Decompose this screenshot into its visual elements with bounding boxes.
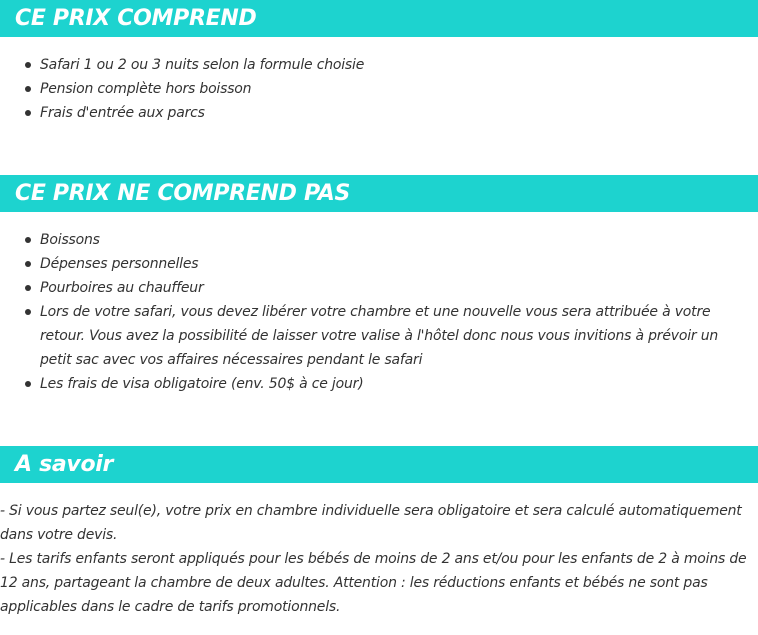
list-item: Pourboires au chauffeur (0, 276, 758, 300)
list-item: Pension complète hors boisson (0, 77, 758, 101)
included-section-header (0, 0, 758, 37)
list-item: Lors de votre safari, vous devez libérer votre chambre et une nouvelle vous sera attribuée à votre retour. Vous avez la possibilité de laisser votre valise à l'hôtel donc nous vous invitions à prévoir un petit sac avec vos affaires nécessaires pendant le safari (0, 300, 758, 372)
list-item: Frais d'entrée aux parcs (0, 101, 758, 125)
info-paragraph: - Les tarifs enfants seront appliqués pour les bébés de moins de 2 ans et/ou pour les enfants de 2 à moins de 12 ans, partageant la chambre de deux adultes. Attention : les réductions enfants et bébés ne sont pas applicables dans le cadre de tarifs promotionnels. (0, 551, 747, 615)
info-section-title: A savoir (15, 452, 114, 477)
info-text (0, 499, 758, 619)
included-section-title: CE PRIX COMPREND (15, 6, 257, 31)
bullet-icon (25, 110, 31, 116)
bullet-icon (25, 285, 31, 291)
bullet-icon (25, 261, 31, 267)
excluded-section-title: CE PRIX NE COMPREND PAS (15, 181, 351, 206)
list-item: Safari 1 ou 2 ou 3 nuits selon la formule choisie (0, 53, 758, 77)
bullet-icon (25, 381, 31, 387)
list-item: Boissons (0, 228, 758, 252)
bullet-icon (25, 62, 31, 68)
bullet-icon (25, 86, 31, 92)
info-section-header (0, 446, 758, 483)
list-item: Dépenses personnelles (0, 252, 758, 276)
list-item: Les frais de visa obligatoire (env. 50$ à ce jour) (0, 372, 758, 396)
excluded-section-header (0, 175, 758, 212)
bullet-icon (25, 309, 31, 315)
info-paragraph: - Si vous partez seul(e), votre prix en chambre individuelle sera obligatoire et sera calculé automatiquement dans votre devis. (0, 503, 742, 543)
bullet-icon (25, 237, 31, 243)
excluded-list (0, 228, 758, 396)
included-list (0, 53, 758, 125)
